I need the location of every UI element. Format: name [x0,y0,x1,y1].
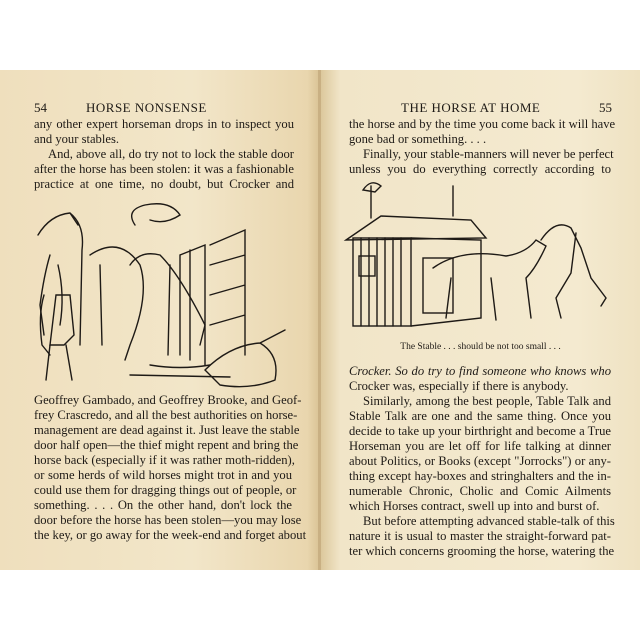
text-line: numerable Chronic, Cholic and Comic Ailments [349,484,611,498]
open-book [0,70,640,570]
running-head: THE HORSE AT HOME [401,100,541,115]
text-line: nature it is usual to master the straight-forward pat- [349,529,611,543]
text-line: the horse and by the time you come back it will have [349,117,616,131]
text-line: and your stables. [34,132,119,146]
text-line: unless you do everything correctly according to [349,162,611,176]
text-line: ter which concerns grooming the horse, watering the [349,544,615,558]
text-line: And, above all, do try not to lock the stable door [48,147,294,161]
illustration-caption: The Stable . . . should be not too small . . . [400,342,561,352]
text-line: or some herds of wild horses might trot in and you [34,468,292,482]
text-block-top [34,117,294,192]
text-line: Stable Talk are one and the same thing. Once you [349,409,611,423]
text-line: frey Crascredo, and all the best authorities on horse- [34,408,298,422]
text-line: after the horse has been stolen: it was a fashionable [34,162,294,176]
text-line: door half open—the thief might repent and bring the [34,438,299,452]
text-line: any other expert horseman drops in to inspect you [34,117,294,131]
page-number: 55 [599,100,612,115]
text-line: Finally, your stable-manners will never be perfect [363,147,614,161]
text-line: Crocker. So do try to find someone who knows who [349,364,611,378]
text-line: gone bad or something. . . . [349,132,487,146]
text-line: something. . . . On the other hand, don't lock the [34,498,292,512]
text-block-bottom [349,364,615,559]
text-line: the key, or go away for the week-end and forget about [34,528,307,542]
text-line: horse back (especially if it was rather moth-ridden), [34,453,295,467]
text-line: could use them for dragging things out of people, or [34,483,297,497]
stable-illustration [341,178,621,338]
text-line: door before the horse has been stolen—you may lose [34,513,302,527]
text-line: Similarly, among the best people, Table Talk and [363,394,611,408]
left-page [0,70,320,570]
text-block-top [349,117,616,177]
text-line: But before attempting advanced stable-talk of this [363,514,615,528]
text-line: about Politics, or Books (except "Jorrocks") or any- [349,454,611,468]
running-head: HORSE NONSENSE [86,100,207,115]
text-line: thing except hay-boxes and stringhalters and the in- [349,469,611,483]
text-line: decide to take up your birthright and become a True [349,424,611,438]
text-line: management are dead against it. Just leave the stable [34,423,300,437]
stable-door-illustration [30,195,300,395]
text-block-bottom [34,393,307,543]
text-line: which Horses contract, swell up into and burst of. [349,499,600,513]
text-line: practice at one time, no doubt, but Crocker and [34,177,294,191]
text-line: Geoffrey Gambado, and Geoffrey Brooke, and Geof- [34,393,302,407]
right-page [321,70,640,570]
text-line: Horseman you are let off for life talking at dinner [349,439,611,453]
text-line: Crocker was, especially if there is anybody. [349,379,569,393]
page-number: 54 [34,100,47,115]
